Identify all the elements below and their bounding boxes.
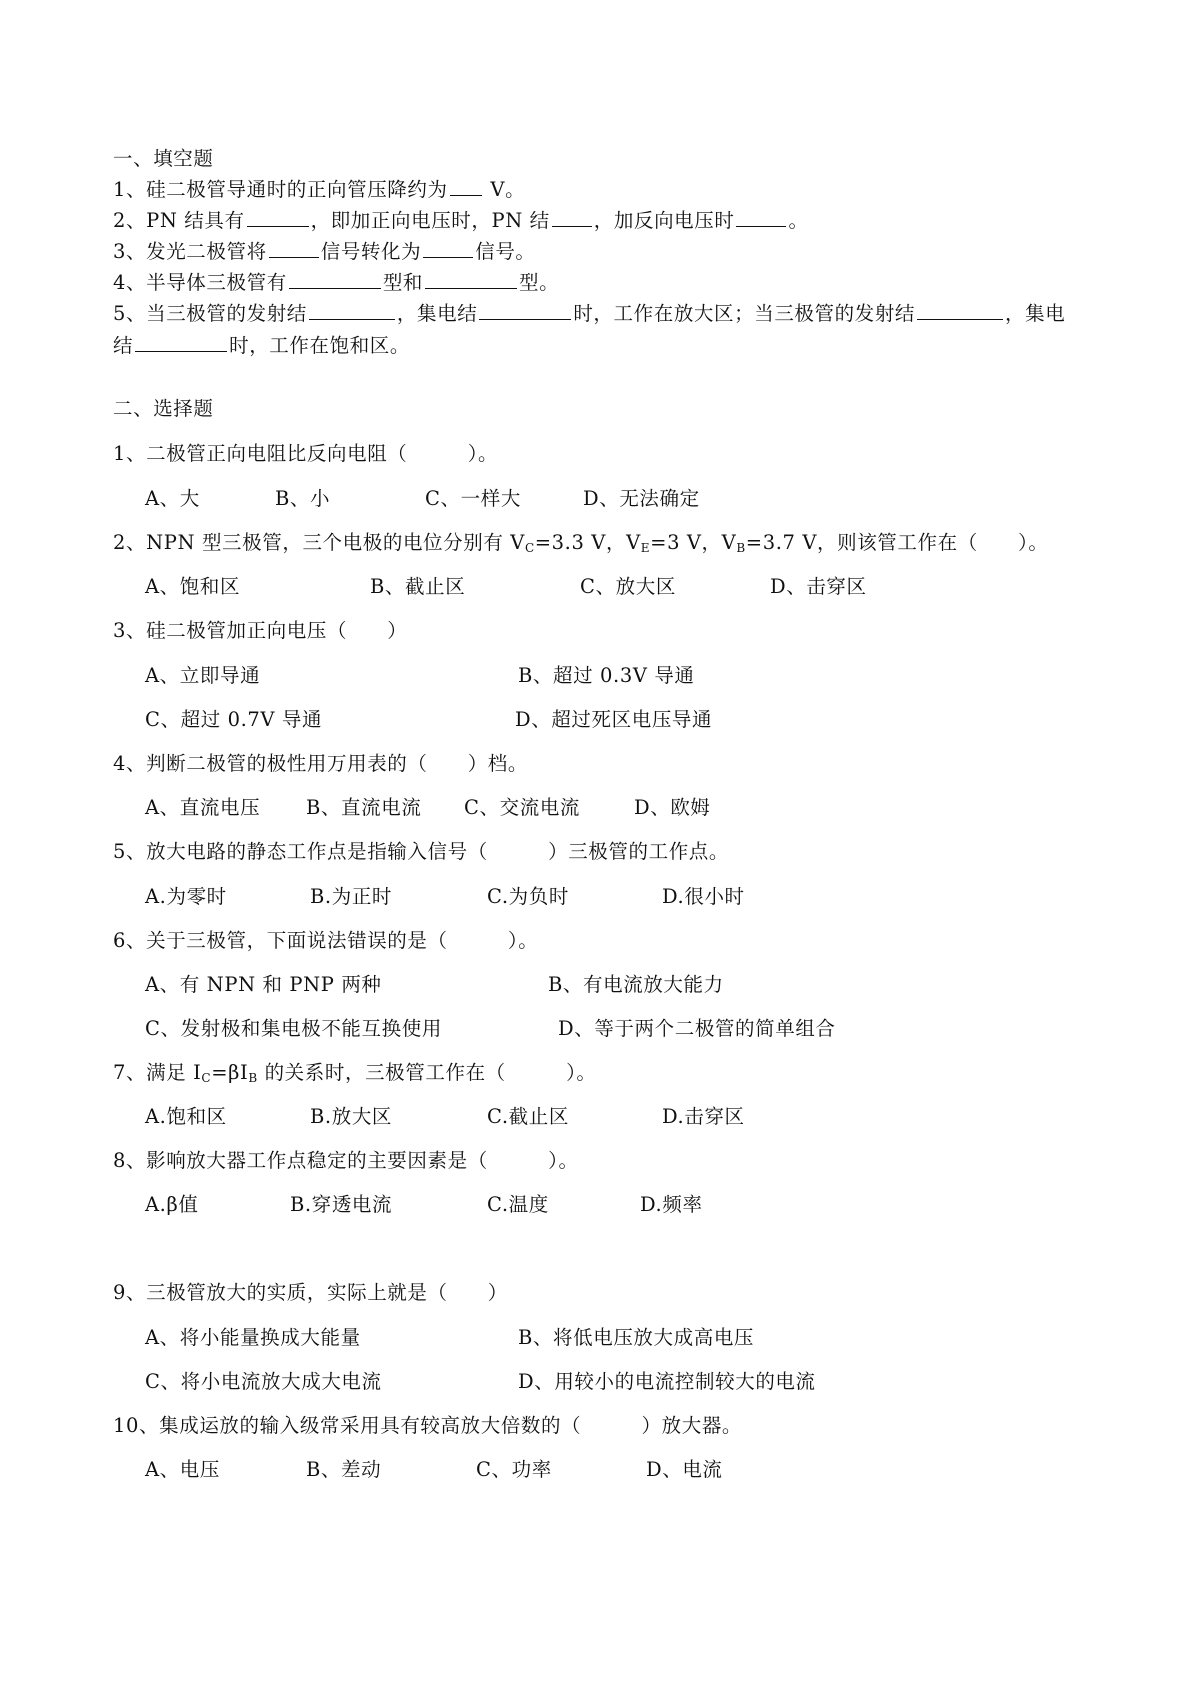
- choice-question-7: [113, 1060, 597, 1086]
- q2-stem-d: =3.7 V，则该管工作在（ ）。: [745, 531, 1049, 554]
- q7-stem-b: =βI: [211, 1061, 249, 1084]
- option-b[interactable]: B、直流电流: [306, 796, 422, 819]
- option-c[interactable]: C、交流电流: [464, 796, 581, 819]
- option-c[interactable]: C.为负时: [487, 885, 569, 908]
- option-c[interactable]: C、超过 0.7V 导通: [145, 708, 323, 731]
- q5-text-a: 5、当三极管的发射结: [113, 302, 307, 325]
- q2-text-b: ，即加正向电压时，PN 结: [310, 209, 550, 232]
- answer-blank[interactable]: [423, 239, 473, 258]
- option-d[interactable]: D、等于两个二极管的简单组合: [558, 1017, 836, 1040]
- option-b[interactable]: B、差动: [306, 1458, 382, 1481]
- option-c[interactable]: C、功率: [476, 1458, 552, 1481]
- q3-text-b: 信号转化为: [320, 240, 422, 263]
- option-a[interactable]: A、电压: [145, 1458, 220, 1481]
- q2-stem-b: =3.3 V，V: [534, 531, 641, 554]
- section-1-heading: 一、填空题: [113, 147, 214, 170]
- option-d[interactable]: D.击穿区: [662, 1105, 745, 1128]
- option-b[interactable]: B、超过 0.3V 导通: [518, 664, 695, 687]
- option-a[interactable]: A.为零时: [145, 885, 227, 908]
- q1-text-b: V。: [483, 178, 526, 201]
- answer-blank[interactable]: [552, 208, 592, 227]
- q3-text-c: 信号。: [475, 240, 536, 263]
- section-2-heading: 二、选择题: [113, 397, 214, 420]
- q5-text-d: ，集电: [1005, 302, 1066, 325]
- q5-text-f: 时，工作在饱和区。: [229, 334, 411, 357]
- answer-blank[interactable]: [917, 301, 1003, 320]
- q5-text-e: 结: [113, 334, 134, 357]
- fill-question-1: [113, 177, 525, 203]
- answer-blank[interactable]: [269, 239, 319, 258]
- subscript-b: B: [248, 1071, 258, 1085]
- answer-blank[interactable]: [289, 270, 381, 289]
- option-c[interactable]: C、将小电流放大成大电流: [145, 1370, 382, 1393]
- subscript-c: C: [524, 541, 535, 555]
- subscript-e: E: [640, 541, 651, 555]
- option-a[interactable]: A、有 NPN 和 PNP 两种: [145, 973, 382, 996]
- option-d[interactable]: D、欧姆: [634, 796, 711, 819]
- answer-blank[interactable]: [450, 177, 482, 196]
- choice-question-3: 3、硅二极管加正向电压（ ）: [113, 619, 408, 642]
- answer-blank[interactable]: [309, 301, 395, 320]
- option-c[interactable]: C、放大区: [580, 575, 676, 598]
- option-a[interactable]: A、立即导通: [145, 664, 261, 687]
- option-d[interactable]: D、超过死区电压导通: [515, 708, 713, 731]
- choice-question-4: 4、判断二极管的极性用万用表的（ ）档。: [113, 752, 529, 775]
- option-b[interactable]: B、将低电压放大成高电压: [518, 1326, 755, 1349]
- option-a[interactable]: A、饱和区: [145, 575, 241, 598]
- option-a[interactable]: A.β值: [145, 1193, 199, 1216]
- q2-stem-c: =3 V，V: [650, 531, 737, 554]
- option-b[interactable]: B、有电流放大能力: [548, 973, 724, 996]
- choice-question-2: [113, 530, 1048, 556]
- option-a[interactable]: A、直流电压: [145, 796, 261, 819]
- answer-blank[interactable]: [135, 333, 227, 352]
- option-d[interactable]: D、用较小的电流控制较大的电流: [518, 1370, 816, 1393]
- option-d[interactable]: D、无法确定: [583, 487, 700, 510]
- option-a[interactable]: A、将小能量换成大能量: [145, 1326, 361, 1349]
- choice-question-6: 6、关于三极管，下面说法错误的是（ ）。: [113, 929, 539, 952]
- option-a[interactable]: A.饱和区: [145, 1105, 227, 1128]
- fill-question-3: [113, 239, 536, 265]
- option-c[interactable]: C.截止区: [487, 1105, 569, 1128]
- fill-question-2: [113, 208, 809, 234]
- q2-text-d: 。: [788, 209, 809, 232]
- q1-text-a: 1、硅二极管导通时的正向管压降约为: [113, 178, 448, 201]
- option-b[interactable]: B、小: [275, 487, 331, 510]
- subscript-b: B: [736, 541, 746, 555]
- option-b[interactable]: B.放大区: [310, 1105, 393, 1128]
- subscript-c: C: [201, 1071, 212, 1085]
- q4-text-b: 型和: [382, 271, 424, 294]
- option-d[interactable]: D.很小时: [662, 885, 745, 908]
- option-d[interactable]: D.频率: [640, 1193, 703, 1216]
- q2-stem-a: 2、NPN 型三极管，三个电极的电位分别有 V: [113, 531, 525, 554]
- q2-text-a: 2、PN 结具有: [113, 209, 245, 232]
- fill-question-5: [113, 301, 1065, 327]
- q3-text-a: 3、发光二极管将: [113, 240, 267, 263]
- q2-text-c: ，加反向电压时: [593, 209, 735, 232]
- option-b[interactable]: B.为正时: [310, 885, 393, 908]
- choice-question-9: 9、三极管放大的实质，实际上就是（ ）: [113, 1281, 508, 1304]
- q5-text-c: 时，工作在放大区；当三极管的发射结: [573, 302, 916, 325]
- answer-blank[interactable]: [479, 301, 571, 320]
- answer-blank[interactable]: [247, 208, 309, 227]
- option-d[interactable]: D、击穿区: [770, 575, 867, 598]
- fill-question-4: [113, 270, 559, 296]
- q7-stem-c: 的关系时，三极管工作在（ ）。: [257, 1061, 597, 1084]
- q5-text-b: ，集电结: [396, 302, 478, 325]
- option-c[interactable]: C.温度: [487, 1193, 549, 1216]
- option-b[interactable]: B、截止区: [370, 575, 466, 598]
- option-b[interactable]: B.穿透电流: [290, 1193, 393, 1216]
- option-c[interactable]: C、发射极和集电极不能互换使用: [145, 1017, 442, 1040]
- choice-question-8: 8、影响放大器工作点稳定的主要因素是（ ）。: [113, 1149, 579, 1172]
- q4-text-c: 型。: [519, 271, 560, 294]
- q7-stem-a: 7、满足 I: [113, 1061, 202, 1084]
- fill-question-5-cont: [113, 333, 410, 359]
- choice-question-1: 1、二极管正向电阻比反向电阻（ ）。: [113, 442, 499, 465]
- option-a[interactable]: A、大: [145, 487, 200, 510]
- answer-blank[interactable]: [425, 270, 517, 289]
- answer-blank[interactable]: [736, 208, 786, 227]
- q4-text-a: 4、半导体三极管有: [113, 271, 287, 294]
- option-c[interactable]: C、一样大: [425, 487, 521, 510]
- choice-question-5: 5、放大电路的静态工作点是指输入信号（ ）三极管的工作点。: [113, 840, 730, 863]
- option-d[interactable]: D、电流: [646, 1458, 723, 1481]
- choice-question-10: 10、集成运放的输入级常采用具有较高放大倍数的（ ）放大器。: [113, 1414, 743, 1437]
